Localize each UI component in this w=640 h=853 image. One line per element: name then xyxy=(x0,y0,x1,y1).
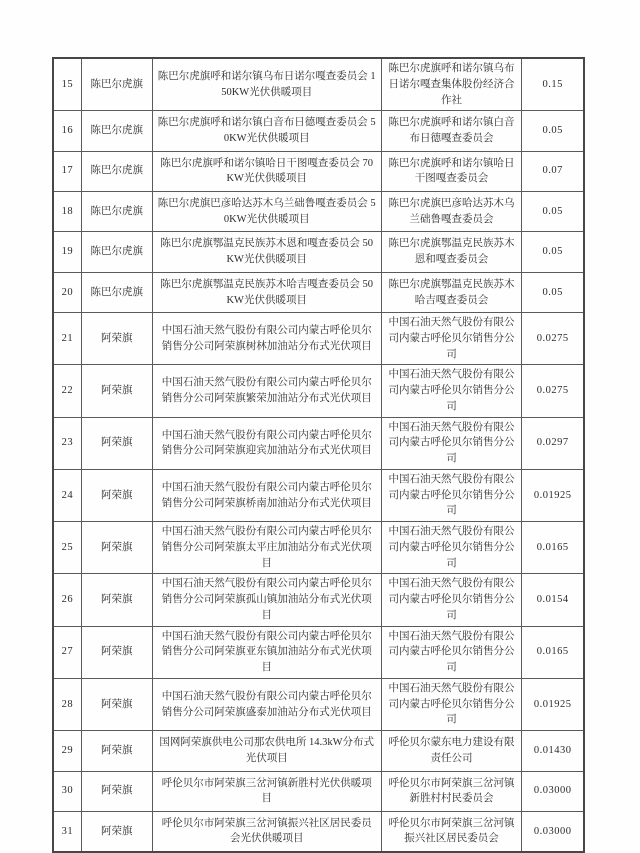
county-cell: 阿荣旗 xyxy=(81,417,152,469)
price-cell: 0.03000 xyxy=(522,811,584,851)
row-number-cell: 22 xyxy=(53,365,81,417)
table-row xyxy=(53,192,584,232)
table-row xyxy=(53,626,584,678)
row-number-cell: 15 xyxy=(53,58,81,111)
row-number-cell: 18 xyxy=(53,192,81,232)
price-cell: 0.07 xyxy=(522,151,584,191)
table-row xyxy=(53,811,584,851)
county-cell: 阿荣旗 xyxy=(81,522,152,574)
cooperating-unit-cell: 中国石油天然气股份有限公司内蒙古呼伦贝尔销售分公司 xyxy=(381,574,522,626)
row-number-cell: 20 xyxy=(53,272,81,312)
row-number-cell: 16 xyxy=(53,111,81,151)
table-row xyxy=(53,731,584,771)
county-cell: 阿荣旗 xyxy=(81,811,152,851)
price-cell: 0.01925 xyxy=(522,678,584,730)
cooperating-unit-cell: 呼伦贝尔市阿荣旗三岔河镇新胜村村民委员会 xyxy=(381,771,522,811)
project-name-cell: 中国石油天然气股份有限公司内蒙古呼伦贝尔销售分公司阿荣旗盛泰加油站分布式光伏项目 xyxy=(152,678,381,730)
table-row xyxy=(53,111,584,151)
table-row xyxy=(53,313,584,365)
price-cell: 0.0165 xyxy=(522,626,584,678)
cooperating-unit-cell: 陈巴尔虎旗呼和诺尔镇白音布日德嘎查委员会 xyxy=(381,111,522,151)
project-name-cell: 呼伦贝尔市阿荣旗三岔河镇振兴社区居民委员会光伏供暖项目 xyxy=(152,811,381,851)
county-cell: 陈巴尔虎旗 xyxy=(81,58,152,111)
table-row xyxy=(53,58,584,111)
price-cell: 0.0297 xyxy=(522,417,584,469)
table-row xyxy=(53,771,584,811)
price-cell: 0.15 xyxy=(522,58,584,111)
cooperating-unit-cell: 陈巴尔虎旗巴彦哈达苏木乌兰础鲁嘎查委员会 xyxy=(381,192,522,232)
county-cell: 陈巴尔虎旗 xyxy=(81,272,152,312)
county-cell: 阿荣旗 xyxy=(81,313,152,365)
row-number-cell: 29 xyxy=(53,731,81,771)
price-cell: 0.05 xyxy=(522,192,584,232)
cooperating-unit-cell: 陈巴尔虎旗鄂温克民族苏木恩和嘎查委员会 xyxy=(381,232,522,272)
county-cell: 陈巴尔虎旗 xyxy=(81,151,152,191)
project-name-cell: 中国石油天然气股份有限公司内蒙古呼伦贝尔销售分公司阿荣旗亚东镇加油站分布式光伏项目 xyxy=(152,626,381,678)
cooperating-unit-cell: 陈巴尔虎旗呼和诺尔镇哈日干图嘎查委员会 xyxy=(381,151,522,191)
county-cell: 陈巴尔虎旗 xyxy=(81,232,152,272)
project-price-table xyxy=(52,57,585,853)
price-cell: 0.05 xyxy=(522,232,584,272)
cooperating-unit-cell: 中国石油天然气股份有限公司内蒙古呼伦贝尔销售分公司 xyxy=(381,678,522,730)
project-name-cell: 中国石油天然气股份有限公司内蒙古呼伦贝尔销售分公司阿荣旗繁荣加油站分布式光伏项目 xyxy=(152,365,381,417)
county-cell: 阿荣旗 xyxy=(81,771,152,811)
table-row xyxy=(53,417,584,469)
project-name-cell: 中国石油天然气股份有限公司内蒙古呼伦贝尔销售分公司阿荣旗孤山镇加油站分布式光伏项目 xyxy=(152,574,381,626)
project-name-cell: 中国石油天然气股份有限公司内蒙古呼伦贝尔销售分公司阿荣旗迎宾加油站分布式光伏项目 xyxy=(152,417,381,469)
row-number-cell: 31 xyxy=(53,811,81,851)
row-number-cell: 28 xyxy=(53,678,81,730)
price-cell: 0.0154 xyxy=(522,574,584,626)
row-number-cell: 19 xyxy=(53,232,81,272)
county-cell: 阿荣旗 xyxy=(81,626,152,678)
project-name-cell: 陈巴尔虎旗呼和诺尔镇哈日干图嘎查委员会 70KW光伏供暖项目 xyxy=(152,151,381,191)
cooperating-unit-cell: 中国石油天然气股份有限公司内蒙古呼伦贝尔销售分公司 xyxy=(381,365,522,417)
row-number-cell: 24 xyxy=(53,469,81,521)
project-name-cell: 国网阿荣旗供电公司那农供电所 14.3kW分布式光伏项目 xyxy=(152,731,381,771)
project-name-cell: 呼伦贝尔市阿荣旗三岔河镇新胜村光伏供暖项目 xyxy=(152,771,381,811)
project-name-cell: 陈巴尔虎旗鄂温克民族苏木恩和嘎查委员会 50KW光伏供暖项目 xyxy=(152,232,381,272)
project-name-cell: 陈巴尔虎旗呼和诺尔镇白音布日德嘎查委员会 50KW光伏供暖项目 xyxy=(152,111,381,151)
price-cell: 0.0275 xyxy=(522,365,584,417)
cooperating-unit-cell: 中国石油天然气股份有限公司内蒙古呼伦贝尔销售分公司 xyxy=(381,626,522,678)
price-cell: 0.01430 xyxy=(522,731,584,771)
cooperating-unit-cell: 中国石油天然气股份有限公司内蒙古呼伦贝尔销售分公司 xyxy=(381,469,522,521)
county-cell: 陈巴尔虎旗 xyxy=(81,111,152,151)
cooperating-unit-cell: 中国石油天然气股份有限公司内蒙古呼伦贝尔销售分公司 xyxy=(381,417,522,469)
county-cell: 阿荣旗 xyxy=(81,731,152,771)
county-cell: 阿荣旗 xyxy=(81,469,152,521)
price-cell: 0.05 xyxy=(522,111,584,151)
table-row xyxy=(53,678,584,730)
county-cell: 阿荣旗 xyxy=(81,365,152,417)
project-name-cell: 中国石油天然气股份有限公司内蒙古呼伦贝尔销售分公司阿荣旗太平庄加油站分布式光伏项目 xyxy=(152,522,381,574)
price-cell: 0.0165 xyxy=(522,522,584,574)
county-cell: 陈巴尔虎旗 xyxy=(81,192,152,232)
table-row xyxy=(53,574,584,626)
table-row xyxy=(53,151,584,191)
row-number-cell: 26 xyxy=(53,574,81,626)
cooperating-unit-cell: 呼伦贝尔市阿荣旗三岔河镇振兴社区居民委员会 xyxy=(381,811,522,851)
project-name-cell: 陈巴尔虎旗呼和诺尔镇乌布日诺尔嘎查委员会 150KW光伏供暖项目 xyxy=(152,58,381,111)
cooperating-unit-cell: 中国石油天然气股份有限公司内蒙古呼伦贝尔销售分公司 xyxy=(381,313,522,365)
table-row xyxy=(53,469,584,521)
row-number-cell: 17 xyxy=(53,151,81,191)
table-row xyxy=(53,365,584,417)
table-row xyxy=(53,272,584,312)
price-cell: 0.01925 xyxy=(522,469,584,521)
project-name-cell: 中国石油天然气股份有限公司内蒙古呼伦贝尔销售分公司阿荣旗桥南加油站分布式光伏项目 xyxy=(152,469,381,521)
cooperating-unit-cell: 呼伦贝尔蒙东电力建设有限责任公司 xyxy=(381,731,522,771)
county-cell: 阿荣旗 xyxy=(81,678,152,730)
price-cell: 0.05 xyxy=(522,272,584,312)
row-number-cell: 21 xyxy=(53,313,81,365)
table-row xyxy=(53,522,584,574)
project-name-cell: 中国石油天然气股份有限公司内蒙古呼伦贝尔销售分公司阿荣旗树林加油站分布式光伏项目 xyxy=(152,313,381,365)
price-cell: 0.0275 xyxy=(522,313,584,365)
row-number-cell: 27 xyxy=(53,626,81,678)
cooperating-unit-cell: 陈巴尔虎旗鄂温克民族苏木哈吉嘎查委员会 xyxy=(381,272,522,312)
row-number-cell: 25 xyxy=(53,522,81,574)
row-number-cell: 23 xyxy=(53,417,81,469)
project-name-cell: 陈巴尔虎旗鄂温克民族苏木哈吉嘎查委员会 50KW光伏供暖项目 xyxy=(152,272,381,312)
cooperating-unit-cell: 中国石油天然气股份有限公司内蒙古呼伦贝尔销售分公司 xyxy=(381,522,522,574)
table-row xyxy=(53,232,584,272)
table-body xyxy=(53,58,584,852)
county-cell: 阿荣旗 xyxy=(81,574,152,626)
row-number-cell: 30 xyxy=(53,771,81,811)
cooperating-unit-cell: 陈巴尔虎旗呼和诺尔镇乌布日诺尔嘎查集体股份经济合作社 xyxy=(381,58,522,111)
project-name-cell: 陈巴尔虎旗巴彦哈达苏木乌兰础鲁嘎查委员会 50KW光伏供暖项目 xyxy=(152,192,381,232)
price-cell: 0.03000 xyxy=(522,771,584,811)
